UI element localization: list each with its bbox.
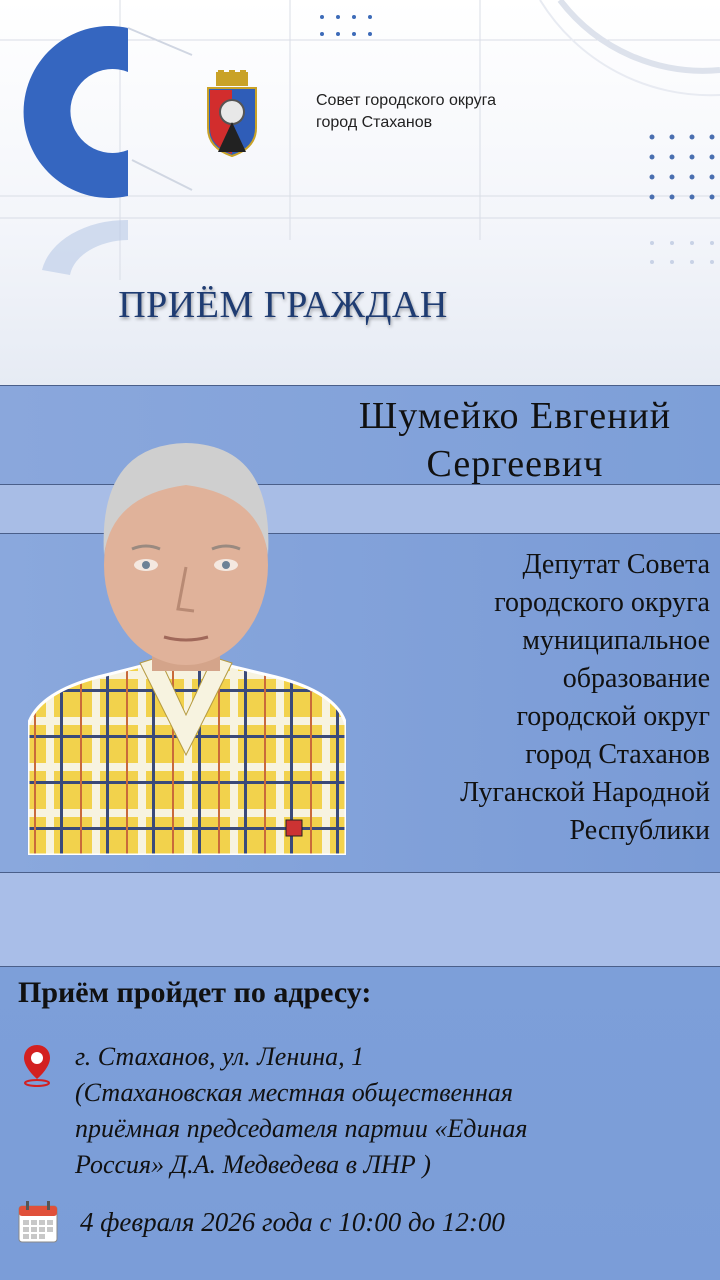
location-pin-icon	[22, 1043, 52, 1087]
position-line: городского округа	[494, 587, 710, 618]
position-line: город Стаханов	[525, 739, 710, 770]
organization-name	[316, 90, 496, 134]
position-line: образование	[562, 663, 710, 694]
header-area	[0, 0, 720, 385]
decorative-background	[0, 0, 720, 280]
reception-datetime: 4 февраля 2026 года с 10:00 до 12:00	[80, 1207, 505, 1237]
calendar-icon	[17, 1200, 59, 1244]
address-line: (Стахановская местная общественная	[75, 1078, 513, 1107]
logo-c-icon	[24, 26, 128, 198]
city-coat-of-arms-icon	[204, 70, 260, 158]
page-title: ПРИЁМ ГРАЖДАН	[118, 284, 448, 326]
address-text	[75, 1039, 715, 1183]
position-line: Депутат Совета	[522, 549, 710, 580]
position-line: Луганской Народной	[460, 777, 710, 808]
org-line-2: город Стаханов	[316, 114, 433, 131]
address-line: г. Стаханов, ул. Ленина, 1	[75, 1042, 365, 1071]
deputy-portrait	[28, 425, 346, 855]
address-line: приёмная председателя партии «Единая	[75, 1114, 528, 1143]
deputy-position	[380, 546, 710, 850]
deputy-name	[330, 392, 700, 488]
name-line-2: Сергеевич	[426, 443, 604, 485]
address-line: Россия» Д.А. Медведева в ЛНР )	[75, 1150, 431, 1179]
org-line-1: Совет городского округа	[316, 92, 496, 109]
position-line: городской округ	[516, 701, 710, 732]
address-heading: Приём пройдет по адресу:	[18, 976, 372, 1009]
name-line-1: Шумейко Евгений	[358, 395, 672, 437]
spacer-band	[0, 873, 720, 966]
position-line: муниципальное	[522, 625, 710, 656]
position-line: Республики	[569, 815, 710, 846]
